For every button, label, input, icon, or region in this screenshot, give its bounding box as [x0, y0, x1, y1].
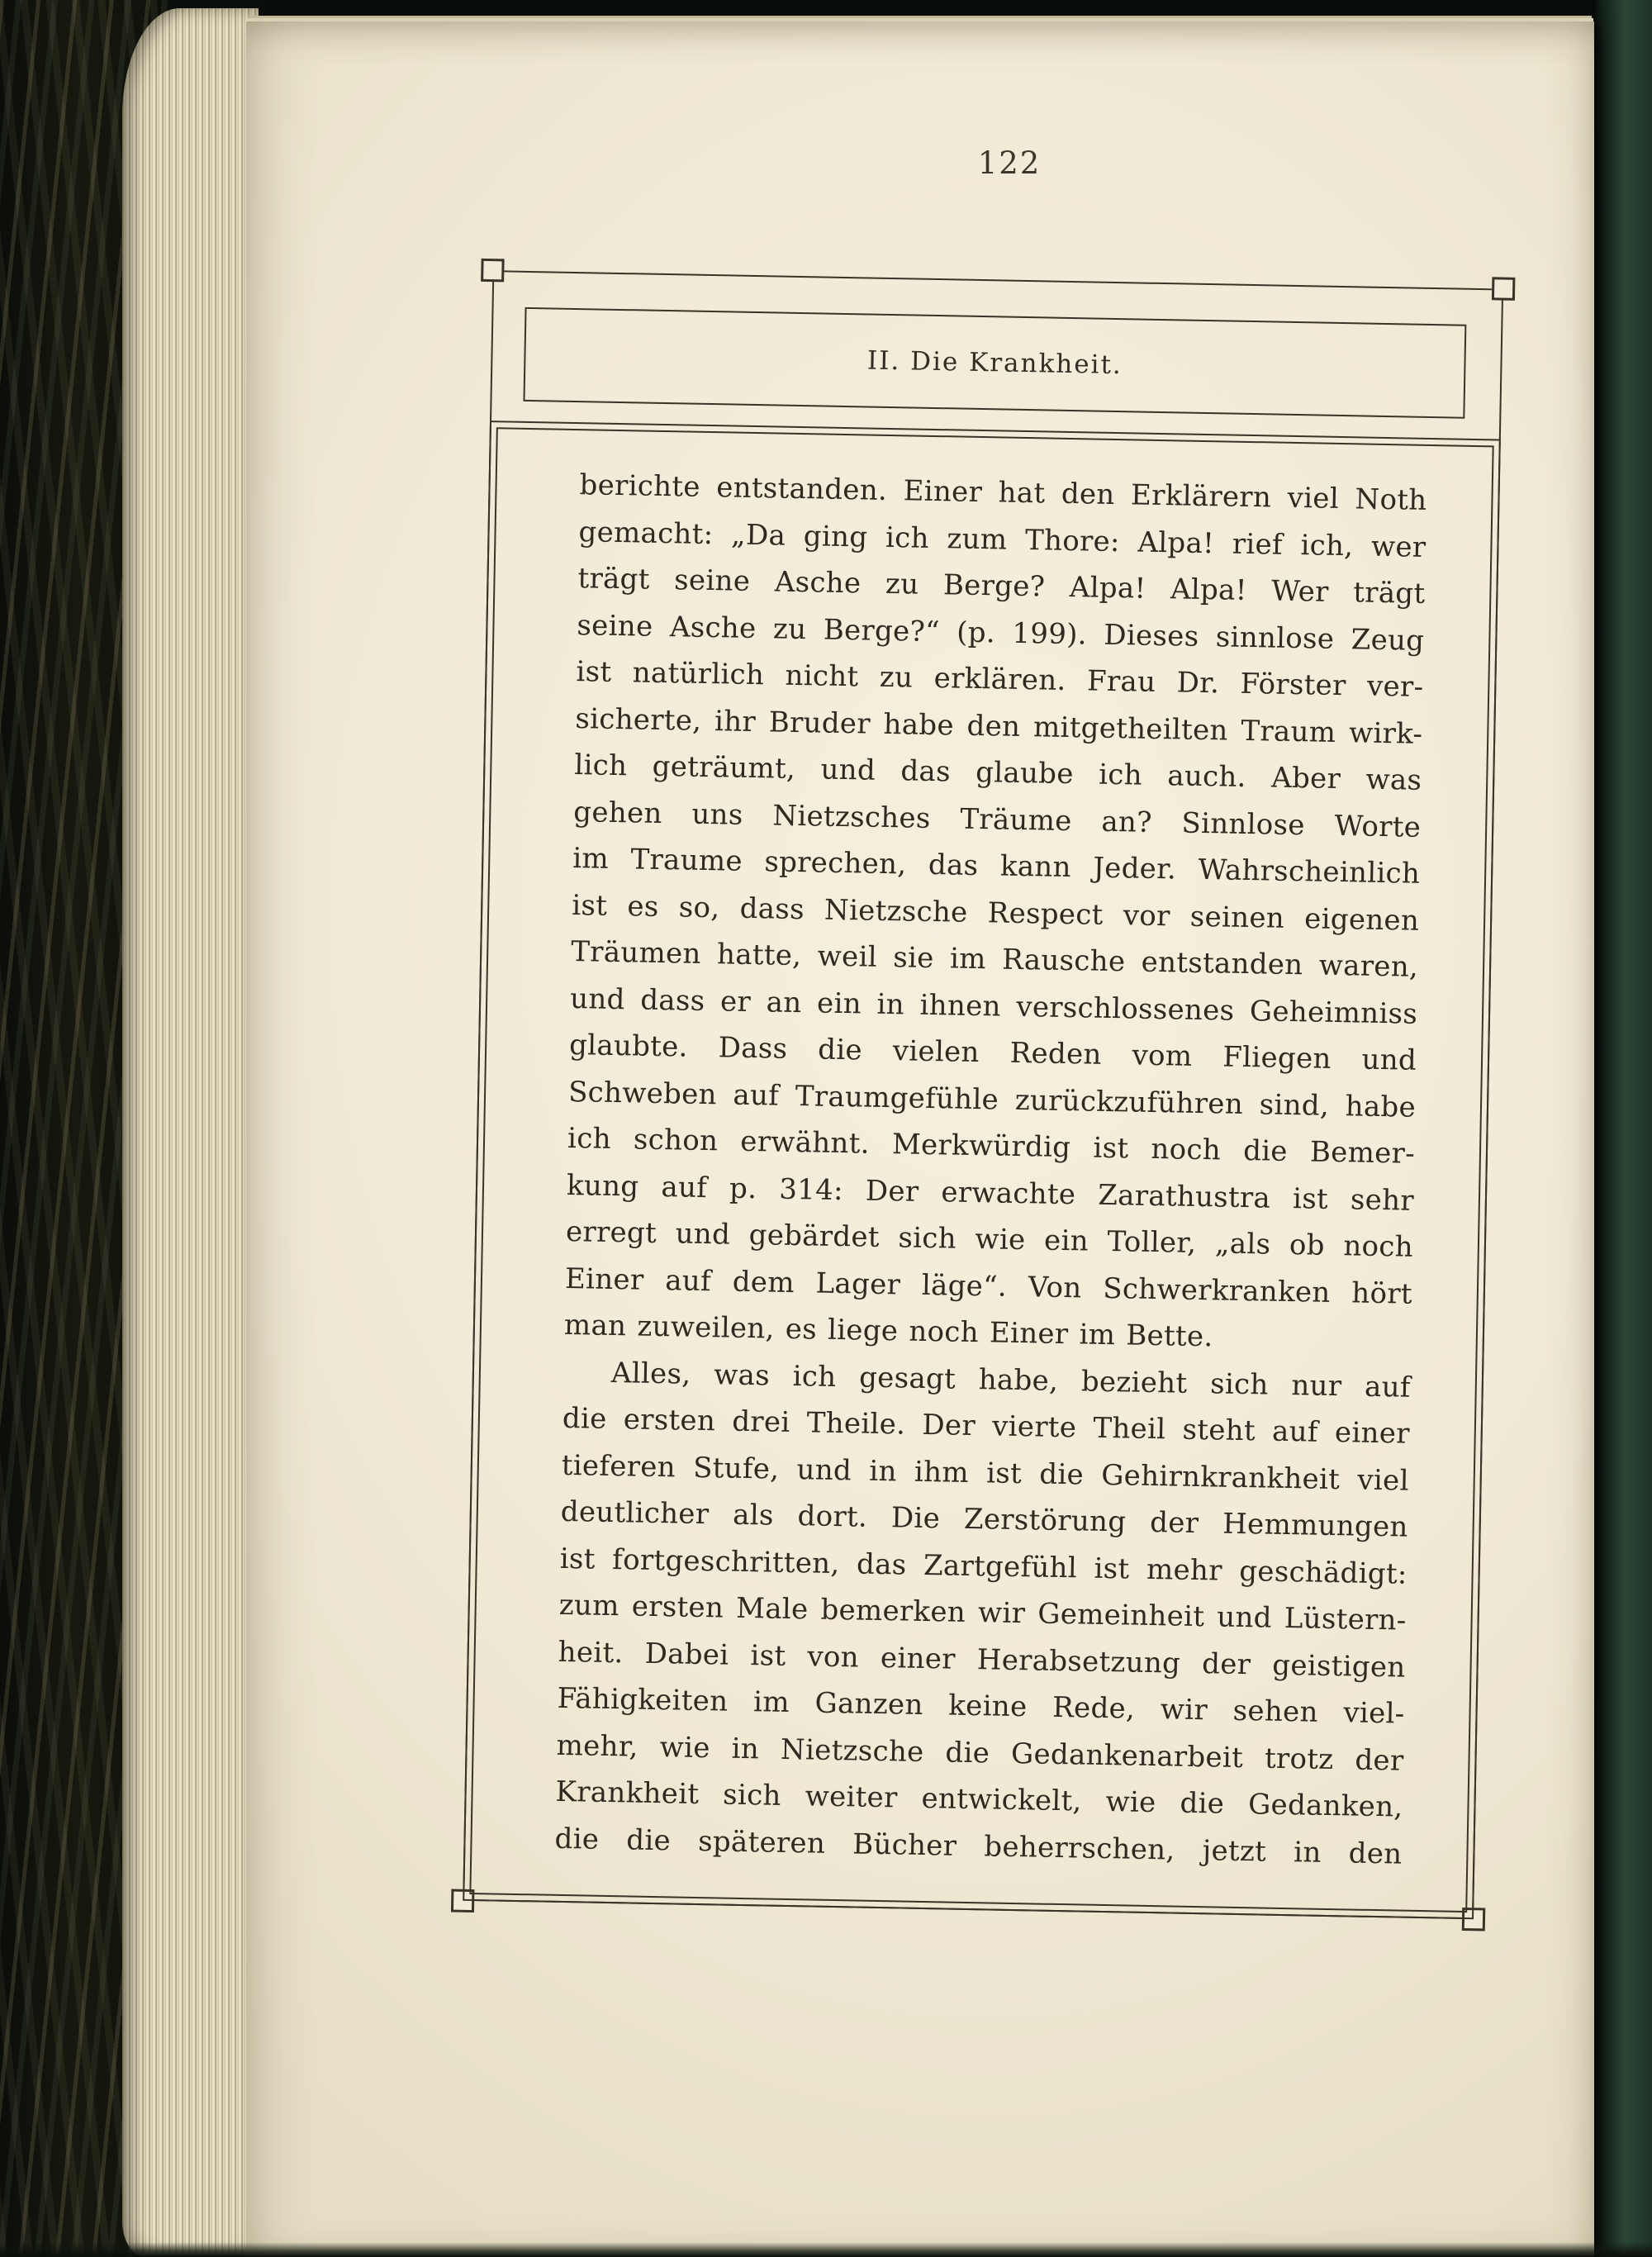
chapter-header-box [523, 307, 1466, 419]
text-line: erregt und gebärdet sich wie ein Toller, „als ob noch [565, 1214, 1414, 1264]
text-line: gemacht: „Da ging ich zum Thore: Alpa! rief ich, wer [578, 515, 1427, 564]
text-line: zum ersten Male bemerken wir Gemeinheit und Lüstern- [558, 1588, 1407, 1637]
text-body [554, 462, 1427, 1878]
text-line: sicherte, ihr Bruder habe den mitgetheilten Traum wirk- [575, 701, 1423, 751]
text-line: lich geträumt, und das glaube ich auch. Aber was [574, 748, 1422, 797]
text-line: man zuweilen, es liege noch Einer im Bette. [563, 1308, 1213, 1354]
text-line: ist natürlich nicht zu erklären. Frau Dr. Förster ver- [576, 655, 1424, 704]
text-frame [463, 421, 1501, 1919]
text-line: Einer auf dem Lager läge“. Von Schwerkranken hört [564, 1262, 1413, 1311]
text-line: die ersten drei Theile. Der vierte Theil steht auf einer [562, 1401, 1411, 1451]
text-line: mehr, wie in Nietzsche die Gedankenarbeit trotz der [556, 1728, 1404, 1778]
text-line: deutlicher als dort. Die Zerstörung der Hemmungen [560, 1494, 1409, 1544]
book-page [246, 21, 1594, 2257]
book-bottom-edge [0, 2242, 1652, 2257]
frame-corner-square-top-right [1492, 277, 1516, 301]
text-line: ich schon erwähnt. Merkwürdig ist noch die Bemer- [567, 1121, 1416, 1171]
text-line: glaubte. Dass die vielen Reden vom Fliegen und [568, 1028, 1417, 1077]
text-line: Schweben auf Traumgefühle zurückzuführen sind, habe [567, 1075, 1417, 1124]
chapter-title: II. Die Krankheit. [866, 345, 1123, 381]
text-line: die die späteren Bücher beherrschen, jetzt in den [554, 1822, 1403, 1871]
text-frame-inner [469, 427, 1493, 1913]
text-line: und dass er an ein in ihnen verschlossenes Geheimniss [569, 981, 1418, 1031]
text-line: Alles, was ich gesagt habe, bezieht sich nur auf [610, 1356, 1412, 1404]
text-line: ist fortgeschritten, das Zartgefühl ist mehr geschädigt: [559, 1542, 1408, 1591]
text-line: trägt seine Asche zu Berge? Alpa! Alpa! Wer trägt [577, 562, 1426, 611]
ornamental-frame [415, 254, 1536, 1951]
frame-corner-square-top-left [481, 259, 505, 283]
text-line: Träumen hatte, weil sie im Rausche entstanden waren, [570, 935, 1419, 984]
text-line: ist es so, dass Nietzsche Respect vor seinen eigenen [571, 888, 1420, 938]
book-cover-right [1593, 0, 1652, 2257]
text-line: kung auf p. 314: Der erwachte Zarathustra ist sehr [566, 1168, 1415, 1218]
text-line: seine Asche zu Berge?“ (p. 199). Dieses sinnlose Zeug [577, 608, 1425, 658]
page-number: 122 [977, 145, 1042, 181]
text-line: Krankheit sich weiter entwickelt, wie die Gedanken, [555, 1775, 1403, 1824]
text-line: Fähigkeiten im Ganzen keine Rede, wir sehen viel- [557, 1681, 1405, 1731]
text-line: im Traume sprechen, das kann Jeder. Wahrscheinlich [572, 842, 1421, 891]
text-line: berichte entstanden. Einer hat den Erklärern viel Noth [579, 468, 1427, 517]
text-line: heit. Dabei ist von einer Herabsetzung der geistigen [558, 1635, 1406, 1684]
page-edges-stack [122, 8, 259, 2257]
text-line: gehen uns Nietzsches Träume an? Sinnlose Worte [573, 795, 1422, 844]
text-line: tieferen Stufe, und in ihm ist die Gehirnkrankheit viel [561, 1448, 1410, 1498]
